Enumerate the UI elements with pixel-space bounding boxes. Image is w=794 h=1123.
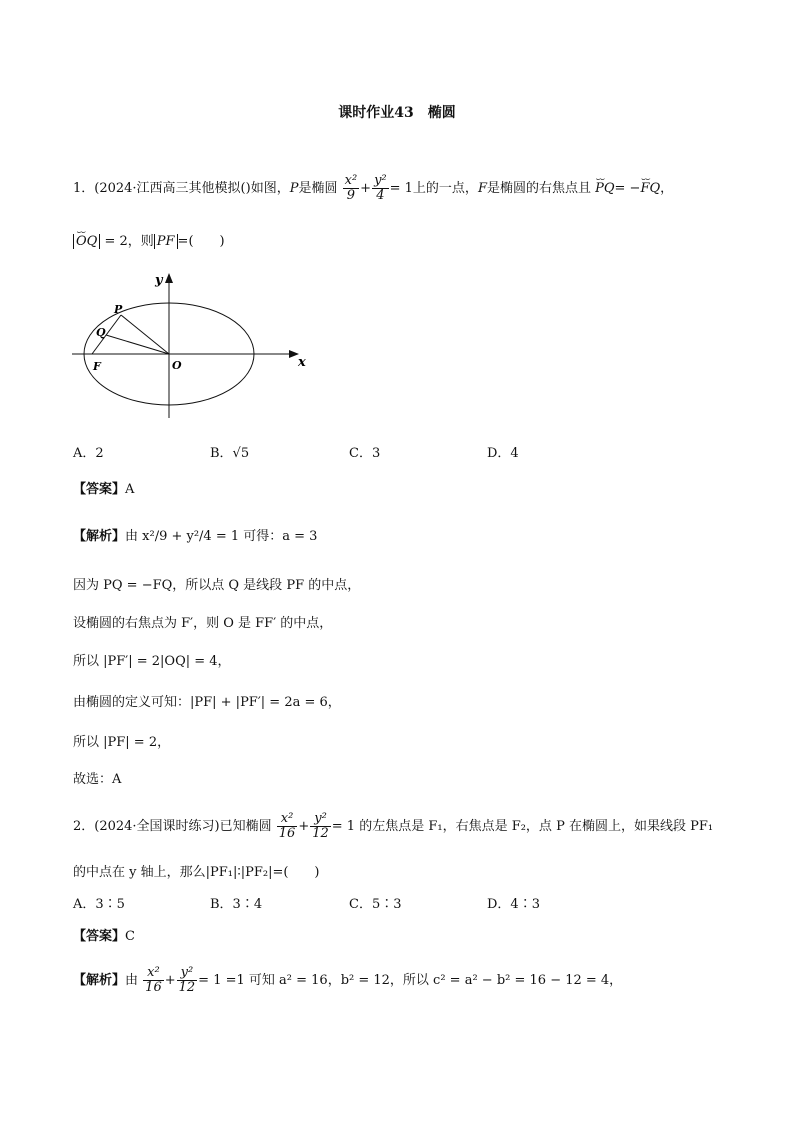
segment-po (121, 315, 169, 354)
q2-frac-y: $\frac{\text{y²}}{12}$ (312, 811, 329, 841)
q1-analysis-label: 【解析】 (73, 529, 126, 544)
q1-option-b: B．√5 (210, 446, 250, 461)
q1-plus: + (360, 181, 372, 196)
q2-answer-value: C (125, 929, 135, 944)
q1-eq1: = 1 (389, 181, 413, 196)
q1-analysis-line3: 设椭圆的右焦点为 F′，则 O 是 FF′ 的中点， (73, 616, 333, 631)
q1-frac-y: $\frac{\text{y²}}{4}$ (374, 173, 387, 203)
q1-vec-fq: ⌣⌣ FQ (640, 180, 660, 198)
q2-analysis-frac-y: $\frac{\text{y²}}{12}$ (178, 965, 196, 995)
q1-eq2: = 2，则 (104, 234, 154, 249)
q2-stem-line1 (73, 812, 713, 841)
q1-vec-pq: ⌣⌣ PQ (595, 180, 614, 198)
axis-x-label: x (298, 355, 306, 370)
q2-option-d: D．4∶3 (487, 897, 540, 912)
q1-analysis-line5: 由椭圆的定义可知：|PF| + |PF′| = 2a = 6， (73, 695, 341, 710)
q2-analysis-prefix: 由 (125, 973, 139, 988)
q1-option-a: A．2 (73, 446, 104, 461)
q2-frac-x: $\frac{\text{x²}}{16}$ (278, 811, 296, 841)
q1-answer (73, 478, 134, 497)
q1-suffix: 是椭圆的右焦点且 (486, 181, 591, 196)
q2-suffix: = 1 的左焦点是 F₁，右焦点是 F₂，点 P 在椭圆上，如果线段 PF₁ (331, 819, 714, 834)
q1-answer-value: A (125, 482, 135, 497)
page-title: 课时作业43 椭圆 (338, 105, 456, 121)
q2-plus: + (298, 819, 310, 834)
q1-f: F (477, 181, 487, 196)
q1-frac-x: $\frac{\text{x²}}{9}$ (344, 173, 358, 203)
q2-answer-label: 【答案】 (73, 929, 126, 944)
q1-eq-neg: = − (614, 181, 641, 196)
q1-analysis-text-1: 由 x²/9 + y²/4 = 1 可得：a = 3 (125, 529, 318, 544)
q2-analysis-plus: + (164, 973, 176, 988)
q1-mid: 上的一点， (412, 181, 478, 196)
ellipse-figure (66, 270, 316, 420)
q1-analysis-line6: 所以 |PF| = 2， (73, 735, 171, 750)
q1-analysis-line4: 所以 |PF′| = 2|OQ| = 4， (73, 654, 231, 669)
q1-answer-label: 【答案】 (73, 482, 126, 497)
q2-analysis-label: 【解析】 (73, 973, 126, 988)
q2-answer (73, 925, 135, 944)
q1-vec-oq: ⌣⌣ OQ (76, 233, 97, 251)
q2-option-c: C．5∶3 (349, 897, 402, 912)
q2-prefix: 2．(2024·全国课时练习)已知椭圆 (73, 819, 272, 834)
q2-option-b: B．3∶4 (210, 897, 263, 912)
segment-qo (106, 335, 169, 354)
q2-stem-line2: 的中点在 y 轴上，那么|PF₁|∶|PF₂|=( ) (73, 865, 320, 880)
point-p-label: P (114, 303, 123, 316)
axis-y-label: y (155, 273, 163, 288)
point-f-label: F (93, 360, 101, 373)
q1-paren: =( ) (177, 234, 225, 249)
q2-analysis-frac-x: $\frac{\text{x²}}{16}$ (145, 965, 162, 995)
q1-option-c: C．3 (349, 446, 381, 461)
q1-abs-pf: PF (154, 234, 178, 249)
q1-analysis-line7: 故选：A (73, 772, 122, 787)
q1-analysis-line1 (73, 525, 317, 544)
point-q-label: Q (96, 326, 106, 339)
q2-analysis-suffix: = 1 =1 可知 a² = 16，b² = 12，所以 c² = a² − b² = 16 − 12 = 4， (198, 973, 623, 988)
q1-stem-line1 (73, 174, 673, 203)
q1-abs-oq (73, 234, 100, 249)
point-o-label: O (172, 359, 182, 372)
q1-stem-line2 (73, 233, 225, 251)
q1-comma: ， (660, 181, 674, 196)
q1-is-ellipse: 是椭圆 (298, 181, 338, 196)
q1-p: P (289, 181, 299, 196)
q2-option-a: A．3∶5 (73, 897, 125, 912)
q1-prefix: 1．(2024·江西高三其他模拟()如图， (73, 181, 290, 196)
q1-analysis-line2: 因为 PQ = −FQ，所以点 Q 是线段 PF 的中点， (73, 578, 361, 593)
q1-option-d: D．4 (487, 446, 519, 461)
q2-analysis (73, 966, 622, 995)
